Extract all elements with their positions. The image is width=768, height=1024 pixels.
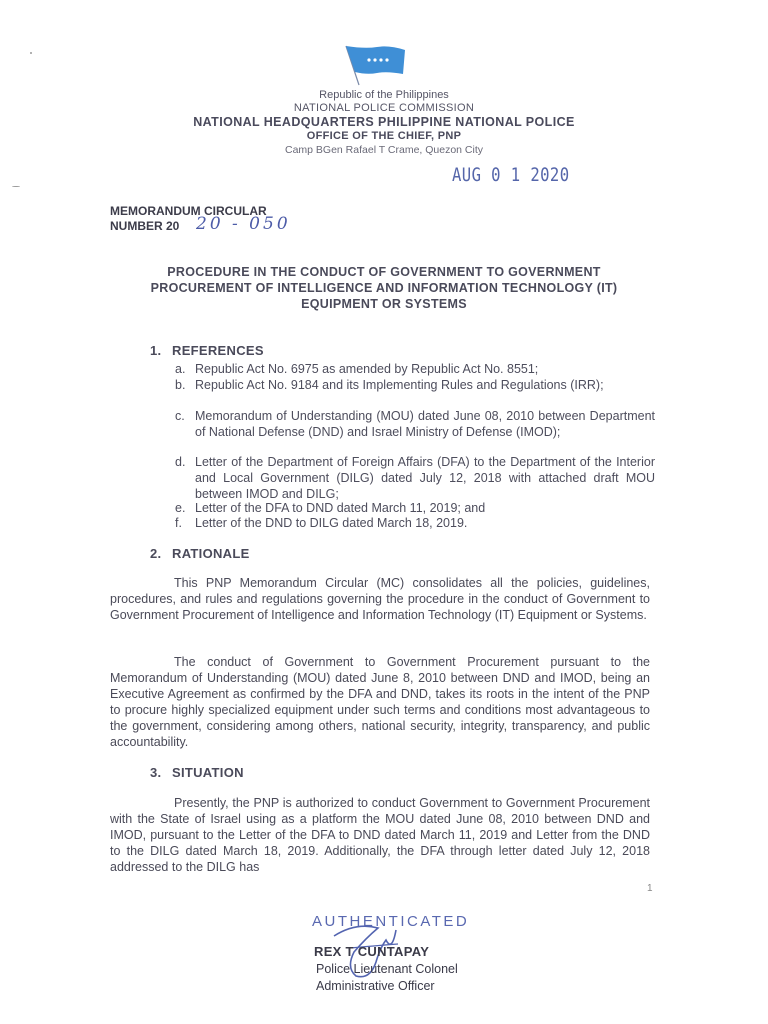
reference-item xyxy=(175,361,655,377)
memo-label: MEMORANDUM CIRCULAR xyxy=(110,204,267,218)
section-title: SITUATION xyxy=(172,765,244,780)
section-number: 3. xyxy=(150,765,162,780)
rationale-paragraph-2: The conduct of Government to Government Procurement pursuant to the Memorandum of Understanding (MOU) dated June 8, 2010 between DND and IMOD, being an Executive Agreement as confirmed by the DFA and DND, takes its roots in the intent of the PNP to procure highly specialized equipment under such terms and conditions most advantageous to the government, considering among others, national security, integrity, transparency, and public accountability. xyxy=(110,655,650,749)
document-title-line2: PROCUREMENT OF INTELLIGENCE AND INFORMATION TECHNOLOGY (IT) xyxy=(150,281,618,295)
reference-key: e. xyxy=(175,501,186,515)
page-number: 1 xyxy=(647,883,653,894)
reference-text: Republic Act No. 9184 and its Implementing Rules and Regulations (IRR); xyxy=(195,378,604,392)
authenticated-stamp: AUTHENTICATED xyxy=(312,913,470,930)
section-number: 2. xyxy=(150,546,162,561)
header-republic: Republic of the Philippines xyxy=(319,89,449,101)
document-title-line1: PROCEDURE IN THE CONDUCT OF GOVERNMENT TO GOVERNMENT xyxy=(167,265,601,279)
reference-text: Letter of the DFA to DND dated March 11, 2019; and xyxy=(195,501,486,515)
signatory-position: Administrative Officer xyxy=(316,979,435,993)
header-address: Camp BGen Rafael T Crame, Quezon City xyxy=(284,144,484,156)
section-heading-rationale xyxy=(150,546,250,561)
reference-key: b. xyxy=(175,378,186,392)
date-stamp: AUG 0 1 2020 xyxy=(452,164,570,186)
rationale-paragraph-1: This PNP Memorandum Circular (MC) consolidates all the policies, guidelines, procedures, and rules and regulations governing the procedure in the conduct of Government to Government Procurement of Intelligence and Information Technology (IT) Equipment or Systems. xyxy=(110,576,650,622)
header-nhq-pnp: NATIONAL HEADQUARTERS PHILIPPINE NATIONAL POLICE xyxy=(193,115,575,129)
reference-item xyxy=(175,500,655,516)
reference-item xyxy=(175,515,655,531)
reference-text: Letter of the Department of Foreign Affairs (DFA) to the Department of the Interior and Local Government (DILG) dated July 12, 2018 with attached draft MOU between IMOD and DILG; xyxy=(195,455,655,501)
header-office-chief: OFFICE OF THE CHIEF, PNP xyxy=(306,130,462,142)
reference-key: d. xyxy=(175,455,186,469)
header-napolcom: NATIONAL POLICE COMMISSION xyxy=(293,102,475,114)
reference-text: Republic Act No. 6975 as amended by Republic Act No. 8551; xyxy=(195,362,539,376)
memo-number-handwritten: 20 - 050 xyxy=(196,214,291,234)
reference-key: a. xyxy=(175,362,186,376)
section-heading-situation xyxy=(150,765,244,780)
section-title: RATIONALE xyxy=(172,546,250,561)
reference-item xyxy=(175,454,655,502)
section-title: REFERENCES xyxy=(172,343,264,358)
reference-key: f. xyxy=(175,516,182,530)
reference-text: Memorandum of Understanding (MOU) dated June 08, 2010 between Department of National Defense (DND) and Israel Ministry of Defense (IMOD); xyxy=(195,409,655,439)
reference-text: Letter of the DND to DILG dated March 18, 2019. xyxy=(195,516,468,530)
reference-key: c. xyxy=(175,409,185,423)
section-number: 1. xyxy=(150,343,162,358)
signatory-rank: Police Lieutenant Colonel xyxy=(316,962,458,976)
reference-item xyxy=(175,408,655,440)
scan-speck xyxy=(30,52,32,54)
situation-paragraph-1: Presently, the PNP is authorized to conduct Government to Government Procurement with the State of Israel using as a platform the MOU dated June 08, 2010 between DND and IMOD, pursuant to the Letter of the DFA to DND dated March 11, 2019 and Letter from the DND to the DILG dated March 18, 2019. Additionally, the DFA through letter dated July 12, 2018 addressed to the DILG has xyxy=(110,796,650,874)
pnp-flag-logo xyxy=(343,44,407,86)
scan-speck xyxy=(12,186,20,187)
document-title-line3: EQUIPMENT OR SYSTEMS xyxy=(301,297,467,311)
reference-item xyxy=(175,377,655,393)
signatory-name: REX T CUNTAPAY xyxy=(314,944,430,959)
section-heading-references xyxy=(150,343,264,358)
memo-number-label: NUMBER 20 xyxy=(110,219,180,233)
